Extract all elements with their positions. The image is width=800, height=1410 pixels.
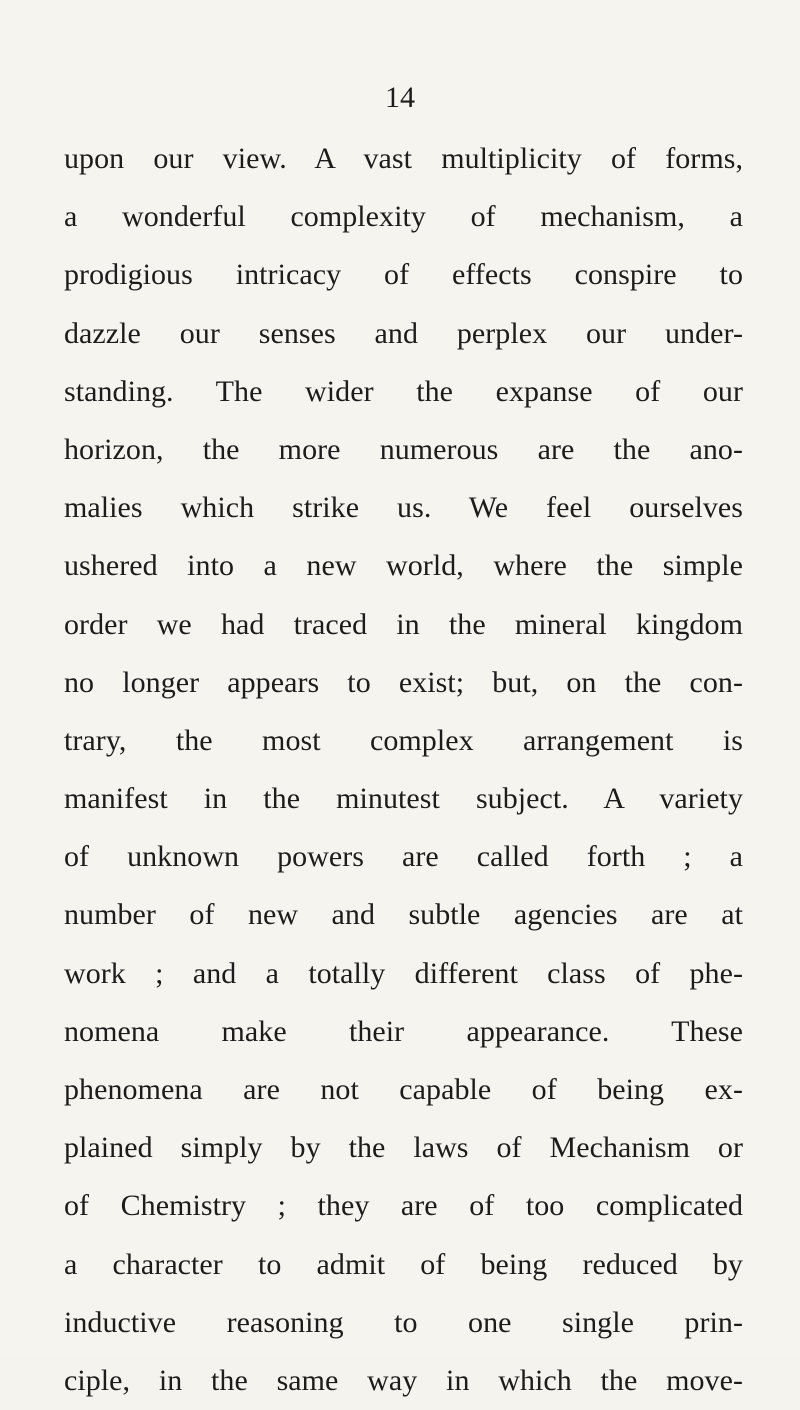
text-line: dazzle our senses and perplex our under- — [64, 316, 743, 350]
text-line: number of new and subtle agencies are at — [64, 898, 743, 932]
text-line: malies which strike us. We feel ourselves — [64, 491, 743, 525]
text-line: nomena make their appearance. These — [64, 1014, 743, 1048]
text-line: standing. The wider the expanse of our — [64, 374, 743, 408]
text-line: horizon, the more numerous are the ano- — [64, 432, 743, 466]
text-line: ushered into a new world, where the simple — [64, 549, 743, 583]
text-line: of Chemistry ; they are of too complicated — [64, 1189, 743, 1223]
text-line: order we had traced in the mineral kingdom — [64, 607, 743, 641]
text-line: a character to admit of being reduced by — [64, 1247, 743, 1281]
text-line: of unknown powers are called forth ; a — [64, 840, 743, 874]
text-line: work ; and a totally different class of phe- — [64, 956, 743, 990]
text-line: ciple, in the same way in which the move- — [64, 1363, 743, 1397]
text-line: upon our view. A vast multiplicity of forms, — [64, 142, 743, 175]
text-line: no longer appears to exist; but, on the con- — [64, 665, 743, 699]
text-line: plained simply by the laws of Mechanism or — [64, 1131, 743, 1165]
text-line: phenomena are not capable of being ex- — [64, 1073, 743, 1106]
page-number: 14 — [385, 81, 415, 114]
text-line: a wonderful complexity of mechanism, a — [64, 200, 743, 234]
text-line: prodigious intricacy of effects conspire to — [64, 258, 743, 292]
text-line: inductive reasoning to one single prin- — [64, 1305, 743, 1339]
text-line: manifest in the minutest subject. A variety — [64, 782, 743, 816]
text-line: trary, the most complex arrangement is — [64, 723, 743, 757]
body-text — [64, 130, 743, 1410]
